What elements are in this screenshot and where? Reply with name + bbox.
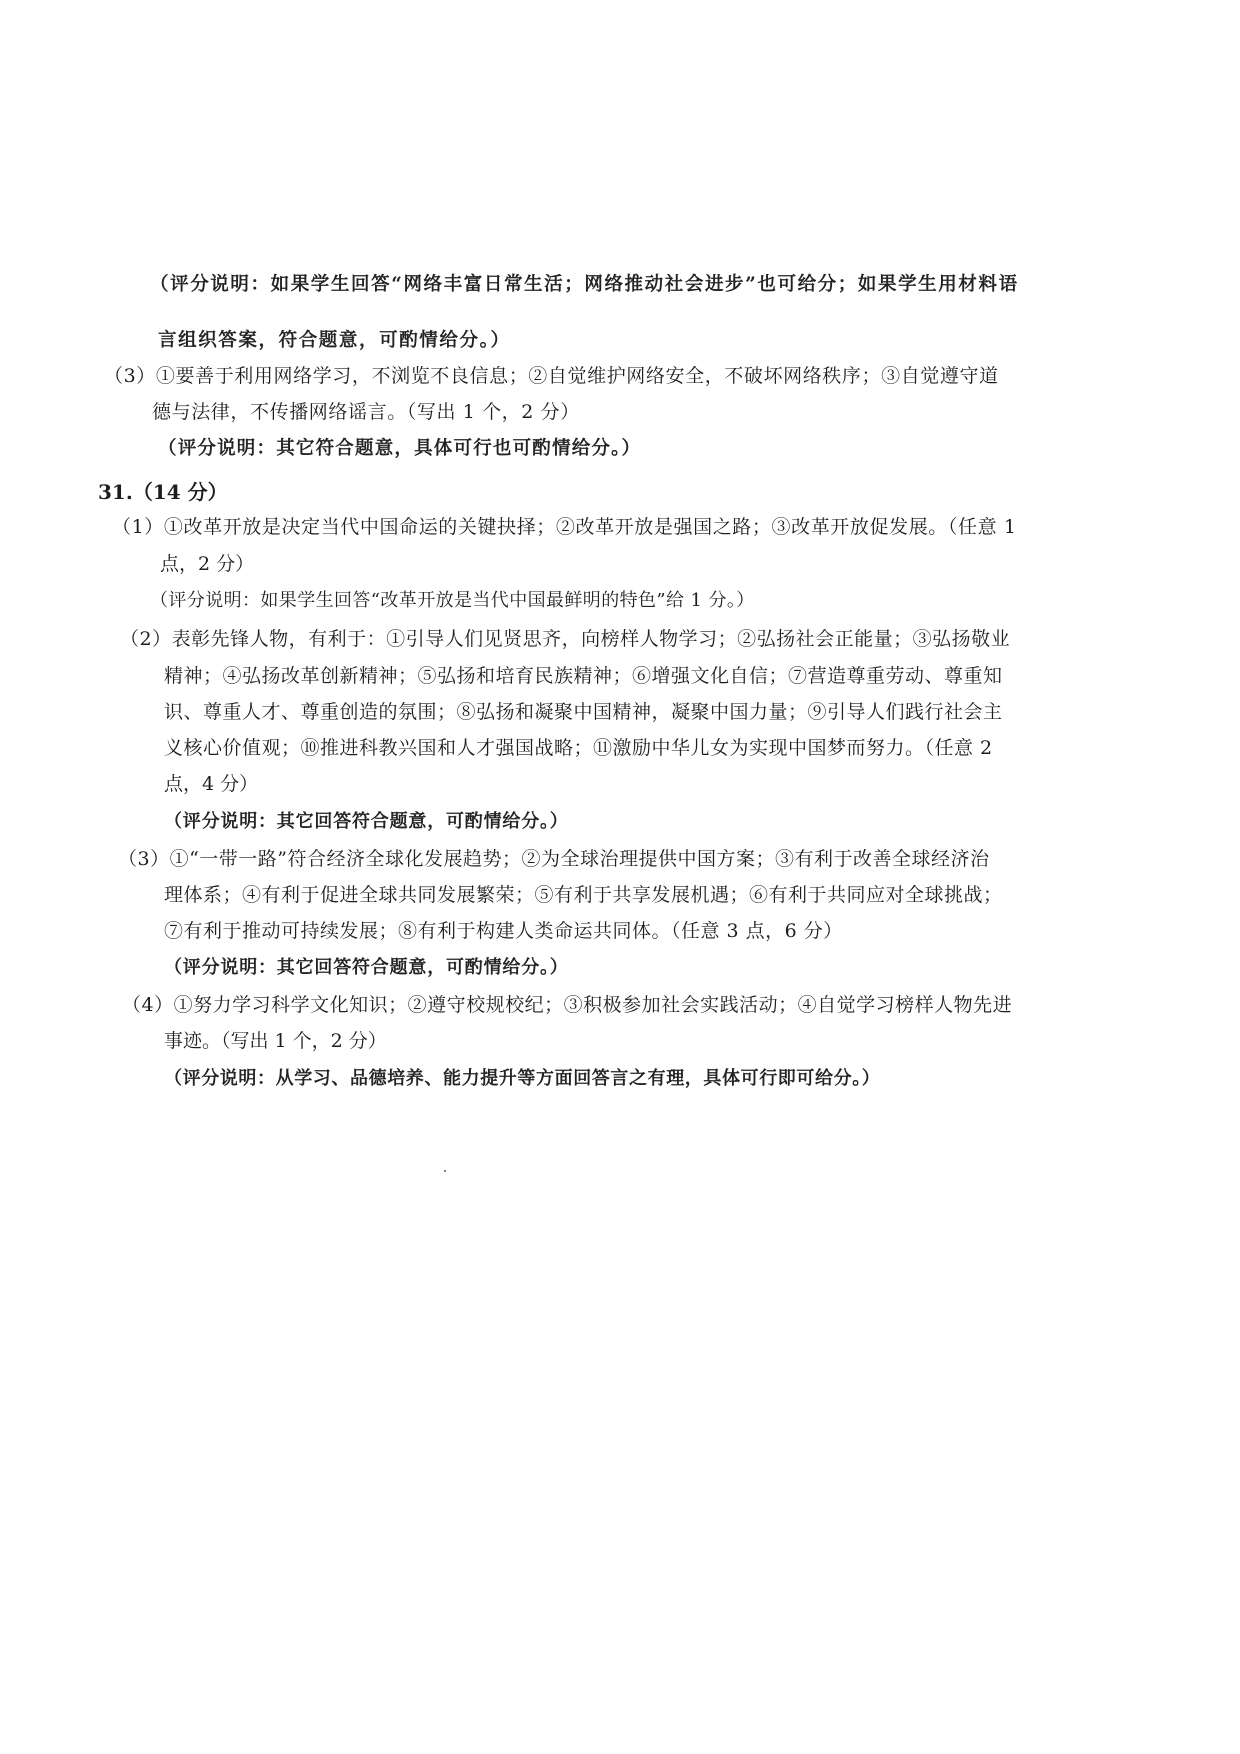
answer-line: 德与法律，不传播网络谣言。（写出 1 个，2 分）: [152, 401, 580, 423]
answer-line: ⑦有利于推动可持续发展；⑧有利于构建人类命运共同体。（任意 3 点，6 分）: [164, 920, 843, 942]
answer-line: （2）表彰先锋人物，有利于：①引导人们见贤思齐，向榜样人物学习；②弘扬社会正能量；③弘扬敬业: [120, 628, 1011, 650]
scoring-note-line: （评分说明：从学习、品德培养、能力提升等方面回答言之有理，具体可行即可给分。）: [164, 1068, 881, 1089]
question-number: 31.（14 分）: [98, 480, 228, 504]
scoring-note-line: （评分说明：其它符合题意，具体可行也可酌情给分。）: [158, 438, 642, 459]
answer-line: 事迹。（写出 1 个，2 分）: [164, 1030, 387, 1052]
scan-speck: [444, 1170, 446, 1172]
answer-line: （1）①改革开放是决定当代中国命运的关键抉择；②改革开放是强国之路；③改革开放促发展。（任意 1: [112, 516, 1017, 538]
answer-line: 精神；④弘扬改革创新精神；⑤弘扬和培育民族精神；⑥增强文化自信；⑦营造尊重劳动、尊重知: [164, 665, 1003, 687]
answer-line: 义核心价值观；⑩推进科教兴国和人才强国战略；⑪激励中华儿女为实现中国梦而努力。（任意 2: [164, 737, 993, 759]
scoring-note-line: （评分说明：其它回答符合题意，可酌情给分。）: [164, 811, 569, 832]
answer-line: 理体系；④有利于促进全球共同发展繁荣；⑤有利于共享发展机遇；⑥有利于共同应对全球挑战；: [164, 884, 1003, 906]
answer-line: 点，4 分）: [164, 773, 259, 795]
answer-line: （3）①要善于利用网络学习，不浏览不良信息；②自觉维护网络安全，不破坏网络秩序；③自觉遵守道: [104, 365, 999, 387]
answer-line: （3）①“一带一路”符合经济全球化发展趋势；②为全球治理提供中国方案；③有利于改善全球经济治: [118, 848, 990, 870]
scoring-note-line: （评分说明：如果学生回答“网络丰富日常生活；网络推动社会进步”也可给分；如果学生用材料语: [150, 274, 1019, 295]
answer-line: 识、尊重人才、尊重创造的氛围；⑧弘扬和凝聚中国精神，凝聚中国力量；⑨引导人们践行社会主: [164, 701, 1003, 723]
answer-line: 点，2 分）: [160, 553, 255, 575]
scoring-note-line: （评分说明：其它回答符合题意，可酌情给分。）: [164, 957, 569, 978]
scoring-note-line: （评分说明：如果学生回答“改革开放是当代中国最鲜明的特色”给 1 分。）: [150, 590, 755, 611]
answer-line: （4）①努力学习科学文化知识；②遵守校规校纪；③积极参加社会实践活动；④自觉学习榜样人物先进: [122, 994, 1013, 1016]
scoring-note-line: 言组织答案，符合题意，可酌情给分。）: [158, 330, 511, 351]
